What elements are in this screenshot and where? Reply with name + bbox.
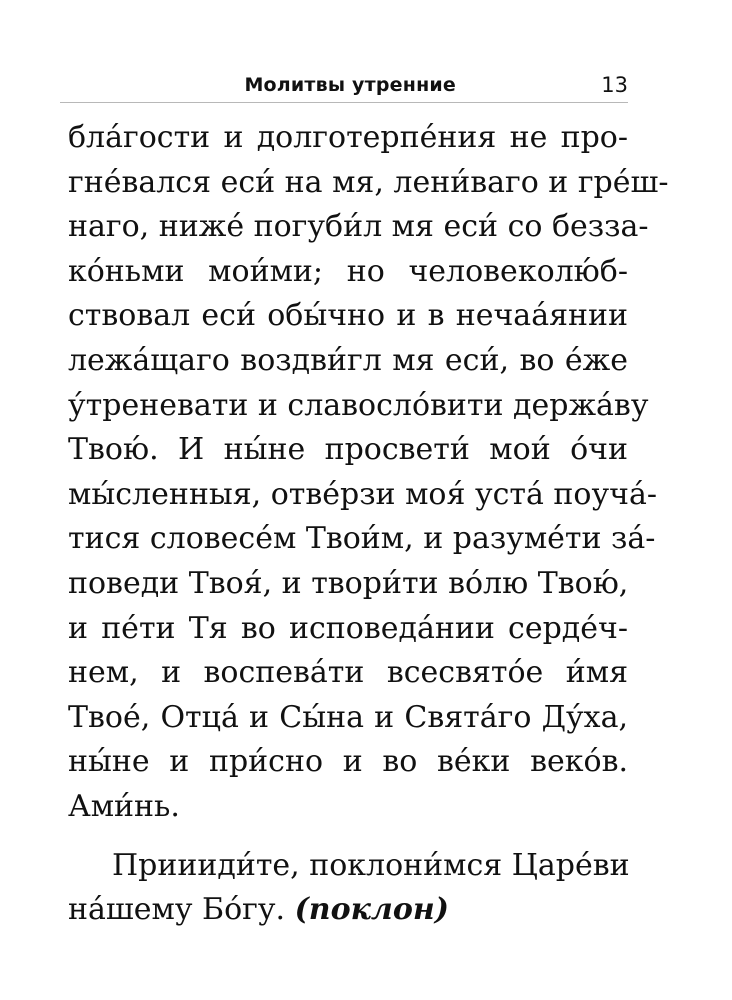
text-line: тися словесе́м Твои́м, и разуме́ти за́- [68,521,656,557]
prayer-text [68,116,669,933]
running-title: Молитвы утренние [244,74,456,96]
text-line: ны́не и при́сно и во ве́ки веко́в. [68,744,628,780]
rubric-instruction: (поклон) [294,892,449,928]
text-line: ко́ньми мои́ми; но человеколю́б- [68,253,628,289]
text-line [68,888,628,933]
paragraph [68,844,628,933]
page-header [60,72,628,103]
text-line: нем, и воспева́ти всесвято́е и́мя [68,655,628,691]
text-line: Приииди́те, поклони́мся Царе́ви [112,847,630,883]
text-line: у́треневати и славосло́вити держа́ву [68,387,649,423]
text-segment: на́шему Бо́гу. [68,892,286,928]
text-line: бла́гости и долготерпе́ния не про- [68,120,628,155]
paragraph [68,116,669,830]
text-line: Твое́, Отца́ и Сы́на и Свята́го Ду́ха, [68,699,628,735]
text-line: гне́вался еси́ на мя, лени́ваго и гре́ш- [68,164,669,200]
text-line: Твою́. И ны́не просвети́ мои́ о́чи [68,432,628,468]
paragraph-gap [68,830,628,844]
text-line: поведи Твоя́, и твори́ти во́лю Твою́, [68,565,629,601]
text-line: лежа́щаго воздви́гл мя еси́, во е́же [68,342,628,378]
text-line: и пе́ти Тя во исповеда́нии серде́ч- [68,610,628,646]
text-line: мы́сленныя, отве́рзи моя́ уста́ поуча́- [68,476,657,512]
text-line: ствовал еси́ обы́чно и в нечаа́янии [68,298,628,334]
text-line: наго, ниже́ погуби́л мя еси́ со безза- [68,209,649,245]
text-line: Ами́нь. [68,788,180,824]
page-number: 13 [601,73,628,97]
